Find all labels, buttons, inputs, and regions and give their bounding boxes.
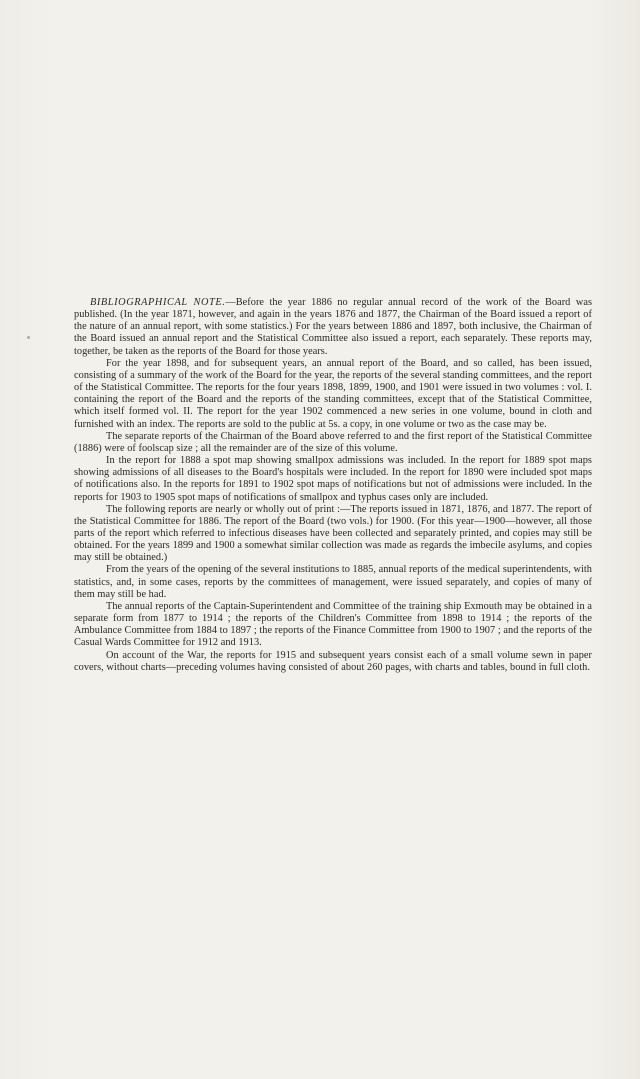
note-heading: BIBLIOGRAPHICAL NOTE.	[90, 297, 226, 308]
note-paragraph-1	[74, 297, 592, 358]
note-paragraph-2: For the year 1898, and for subsequent years, an annual report of the Board, and so called, has been issued, consisting of a summary of the work of the Board for the year, the reports of the several standing committees, and the report of the Statistical Committee. The reports for the four years 1898, 1899, 1900, and 1901 were issued in two volumes : vol. I. containing the report of the Board and the reports of the standing committees, except that of the Statistical Committee, which itself formed vol. II. The report for the year 1902 commenced a new series in one volume, bound in cloth and furnished with an index. The reports are sold to the public at 5s. a copy, in one volume or two as the case may be.	[74, 357, 592, 430]
note-paragraph-1-text: —Before the year 1886 no regular annual record of the work of the Board was published. (In the year 1871, however, and again in the years 1876 and 1877, the Chairman of the Board issued a report of the nature of an annual report, with some statistics.) For the years between 1886 and 1897, both inclusive, the Chairman of the Board issued an annual report and the Statistical Committee also issued a report, each separately. These reports may, together, be taken as the reports of the Board for those years.	[74, 297, 592, 357]
note-paragraph-6: From the years of the opening of the several institutions to 1885, annual reports of the medical superintendents, with statistics, and, in some cases, reports by the committees of management, were issued separately, and copies of many of them may still be had.	[74, 564, 592, 600]
note-paragraph-5: The following reports are nearly or wholly out of print :—The reports issued in 1871, 1876, and 1877. The report of the Statistical Committee for 1886. The report of the Board (two vols.) for 1900. (For this year—1900—however, all those parts of the report which referred to infectious diseases have been collected and separately printed, and copies may still be obtained. For the years 1899 and 1900 a somewhat similar collection was made as regards the imbecile asylums, and copies may still be obtained.)	[74, 503, 592, 564]
note-paragraph-4: In the report for 1888 a spot map showing smallpox admissions was included. In the report for 1889 spot maps showing admissions of all diseases to the Board's hospitals were included. In the report for 1890 were included spot maps of notifications also. In the reports for 1891 to 1902 spot maps of notifications but not of admissions were included. In the reports for 1903 to 1905 spot maps of notifications of smallpox and typhus cases only are included.	[74, 455, 592, 503]
note-paragraph-3: The separate reports of the Chairman of the Board above referred to and the first report of the Statistical Committee (1886) were of foolscap size ; all the remainder are of the size of this volume.	[74, 430, 592, 454]
bibliographical-note	[74, 297, 592, 674]
paper-speck-mark	[27, 336, 30, 339]
note-paragraph-8: On account of the War, the reports for 1915 and subsequent years consist each of a small volume sewn in paper covers, without charts—preceding volumes having consisted of about 260 pages, with charts and tables, bound in full cloth.	[74, 649, 592, 673]
note-paragraph-7: The annual reports of the Captain-Superintendent and Committee of the training ship Exmouth may be obtained in a separate form from 1877 to 1914 ; the reports of the Children's Committee from 1898 to 1914 ; the reports of the Ambulance Committee from 1884 to 1897 ; the reports of the Finance Committee from 1900 to 1907 ; and the reports of the Casual Wards Committee for 1912 and 1913.	[74, 600, 592, 649]
